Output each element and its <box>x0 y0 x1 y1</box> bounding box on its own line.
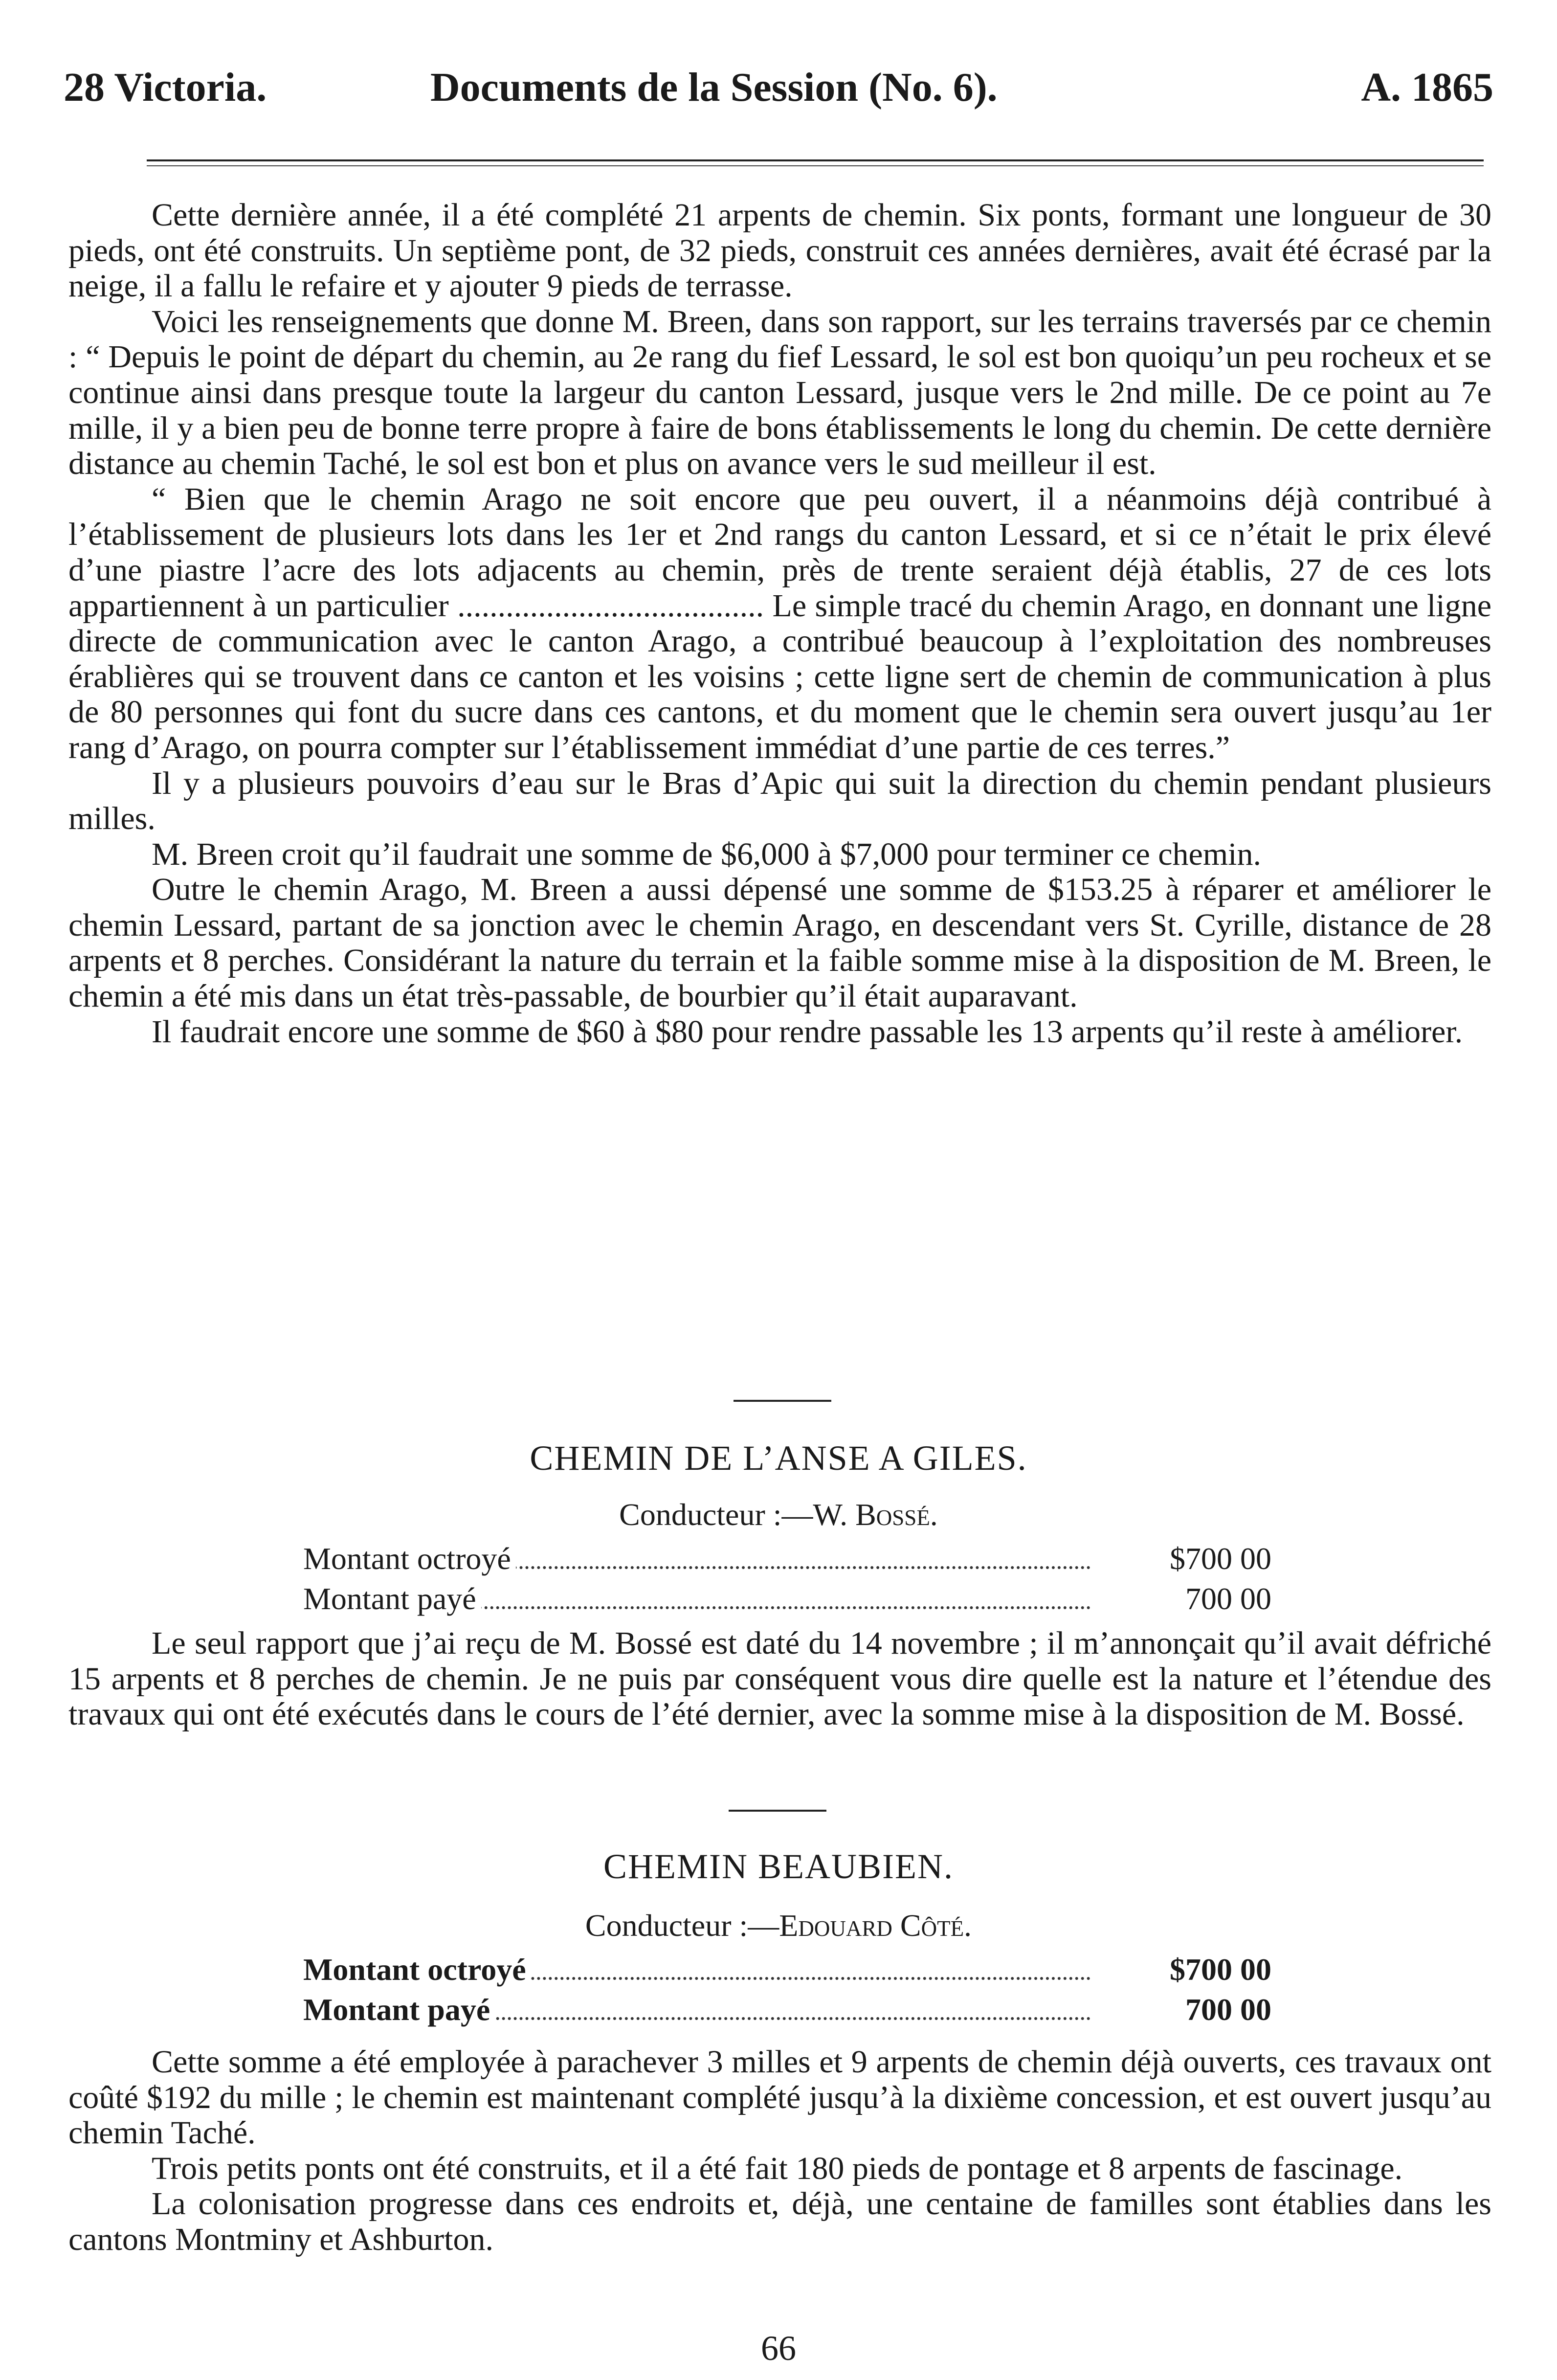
paragraph: La colonisation progresse dans ces endroits et, déjà, une centaine de familles sont établies dans les cantons Montminy et Ashburton. <box>68 2186 1491 2257</box>
section-title-beaubien: CHEMIN BEAUBIEN. <box>603 1847 954 1886</box>
section-divider <box>729 1810 826 1812</box>
paragraph: Cette somme a été employée à parachever 3 milles et 9 arpents de chemin déjà ouverts, ces travaux ont coûté $192 du mille ; le chemin est maintenant complété jusqu’à la dixième concession, et est ouvert jusqu’au chemin Taché. <box>68 2044 1491 2151</box>
paragraph: Il y a plusieurs pouvoirs d’eau sur le Bras d’Apic qui suit la direction du chemin pendant plusieurs milles. <box>68 765 1491 837</box>
header-rule <box>147 159 1484 161</box>
amount-granted-value: $700 00 <box>1110 1541 1271 1577</box>
paragraph: Le seul rapport que j’ai reçu de M. Bossé est daté du 14 novembre ; il m’annonçait qu’il avait défriché 15 arpents et 8 perches de chemin. Je ne puis par conséquent vous dire quelle est la nature et l’étendue des travaux qui ont été exécutés dans le cours de l’été dernier, avec la somme mise à la disposition de M. Bossé. <box>68 1625 1491 1732</box>
header-volume: 28 Victoria. <box>64 65 267 110</box>
amount-paid-row <box>303 1992 1271 2031</box>
section2-body <box>68 2044 1491 2258</box>
header-rule-thin <box>147 165 1484 166</box>
paragraph: Outre le chemin Arago, M. Breen a aussi dépensé une somme de $153.25 à réparer et améliorer le chemin Lessard, partant de sa jonction avec le chemin Arago, en descendant vers St. Cyrille, distance de 28 arpents et 8 perches. Considérant la nature du terrain et la faible somme mise à la disposition de M. Breen, le chemin a été mis dans un état très-passable, de bourbier qu’il était auparavant. <box>68 872 1491 1014</box>
conductor-prefix: Conducteur :— <box>585 1908 779 1943</box>
amount-granted-label: Montant octroyé <box>303 1952 531 1988</box>
body-text-top <box>68 198 1491 1050</box>
amount-granted-label: Montant octroyé <box>303 1541 516 1577</box>
paragraph: Trois petits ponts ont été construits, et il a été fait 180 pieds de pontage et 8 arpents de fascinage. <box>152 2150 1403 2186</box>
section-divider <box>734 1400 831 1402</box>
amount-paid-row <box>303 1581 1271 1620</box>
conductor-name: W. Bossé. <box>813 1497 938 1532</box>
paragraph: Cette dernière année, il a été complété 21 arpents de chemin. Six ponts, formant une longueur de 30 pieds, ont été construits. Un septième pont, de 32 pieds, construit ces années dernières, avait été écrasé par la neige, il a fallu le refaire et y ajouter 9 pieds de terrasse. <box>68 197 1491 304</box>
paragraph: Voici les renseignements que donne M. Breen, dans son rapport, sur les terrains traversés par ce chemin : “ Depuis le point de départ du chemin, au 2e rang du fief Lessard, le sol est bon quoiqu’un peu rocheux et se continue ainsi dans presque toute la largeur du canton Lessard, jusque vers le 2nd mille. De ce point au 7e mille, il y a bien peu de bonne terre propre à faire de bons établissements le long du chemin. De cette dernière distance au chemin Taché, le sol est bon et plus on avance vers le sud meilleur il est. <box>68 303 1491 482</box>
header-title: Documents de la Session (No. 6). <box>430 65 998 110</box>
paragraph: M. Breen croit qu’il faudrait une somme de $6,000 à $7,000 pour terminer ce chemin. <box>152 836 1262 872</box>
header-year: A. 1865 <box>1361 65 1493 110</box>
amount-paid-value: 700 00 <box>1110 1992 1271 2028</box>
amount-paid-value: 700 00 <box>1110 1581 1271 1617</box>
section-conductor <box>0 1908 1557 1944</box>
conductor-name: Edouard Côté. <box>779 1908 972 1943</box>
section1-body <box>68 1626 1491 1732</box>
amount-granted-value: $700 00 <box>1110 1952 1271 1988</box>
amount-paid-label: Montant payé <box>303 1581 481 1617</box>
conductor-prefix: Conducteur :— <box>619 1497 813 1532</box>
amount-granted-row <box>303 1952 1271 1991</box>
paragraph: “ Bien que le chemin Arago ne soit encore que peu ouvert, il a néanmoins déjà contribué à l’établissement de plusieurs lots dans les 1er et 2nd rangs du canton Lessard, et si ce n’était le prix élevé d’une piastre l’acre des lots adjacents au chemin, près de trente seraient déjà établis, 27 de ces lots appartiennent à un particulier ...................................... Le simple tracé du chemin Arago, en donnant une ligne directe de communication avec le canton Arago, a contribué beaucoup à l’exploitation des nombreuses érablières qui se trouvent dans ce canton et les voisins ; cette ligne sert de chemin de communication à plus de 80 personnes qui font du sucre dans ces cantons, et du moment que le chemin sera ouvert jusqu’au 1er rang d’Arago, on pourra compter sur l’établissement immédiat d’une partie de ces terres.” <box>68 481 1491 765</box>
amount-paid-label: Montant payé <box>303 1992 495 2028</box>
running-header <box>54 64 1503 117</box>
section-title-anse-a-giles: CHEMIN DE L’ANSE A GILES. <box>530 1438 1027 1478</box>
section-conductor <box>0 1497 1557 1533</box>
amount-granted-row <box>303 1541 1271 1580</box>
page-number: 66 <box>761 2329 796 2368</box>
paragraph: Il faudrait encore une somme de $60 à $80 pour rendre passable les 13 arpents qu’il reste à améliorer. <box>152 1013 1463 1050</box>
